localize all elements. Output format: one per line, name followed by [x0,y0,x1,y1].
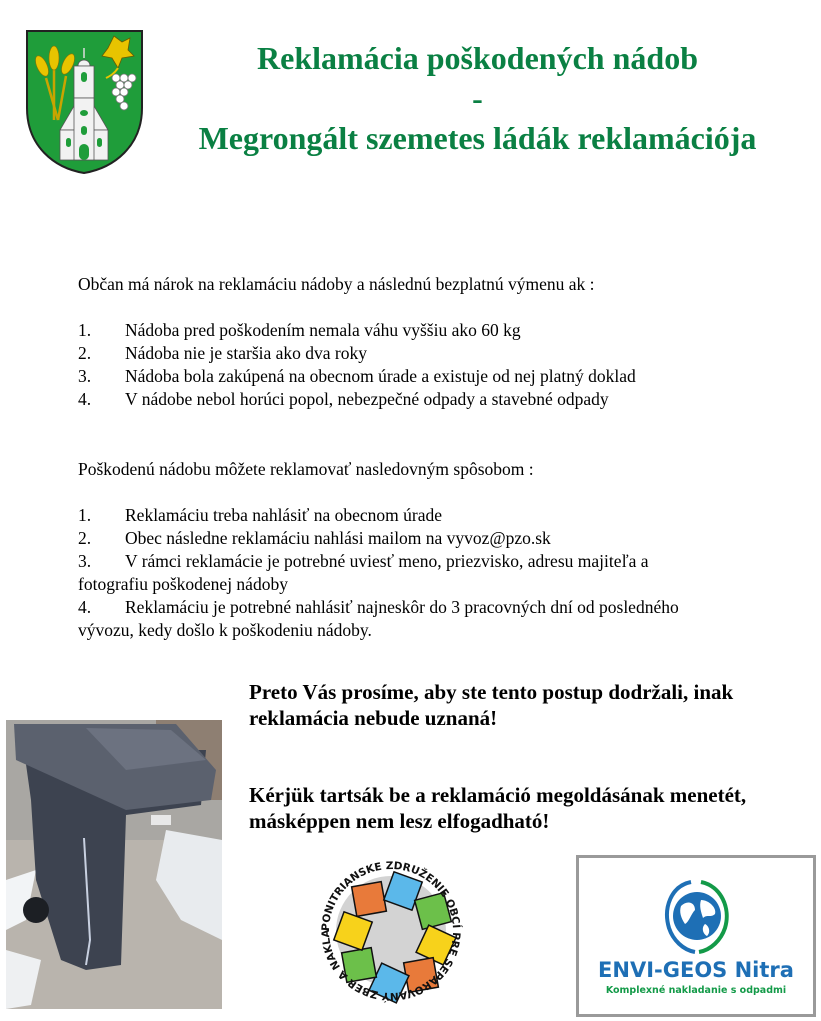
list-item [78,527,679,550]
list-number: 3. [78,551,92,571]
list-text: Reklamáciu je potrebné nahlásiť najneskôr do 3 pracovných dní od posledného [125,597,679,617]
list-item [78,388,636,411]
svg-text:PONITRIANSKE ZDRUŽENIE OBCÍ PR: PONITRIANSKE ZDRUŽENIE OBCÍ PRE SEPAROVANÝ ZBER A NAKLA [319,859,463,1003]
page-title-hungarian: Megrongált szemetes ládák reklamációja [198,120,757,156]
list-text: Obec následne reklamáciu nahlási mailom na vyvoz@pzo.sk [125,528,551,548]
list-text: Nádoba nie je staršia ako dva roky [125,343,368,363]
list-number: 2. [78,528,92,548]
warning-hungarian [249,782,746,834]
association-logo [306,846,476,1016]
page-title-slovak: Reklamácia poškodených nádob [257,40,698,76]
municipal-coat-of-arms-icon [24,28,145,175]
eligibility-intro: Občan má nárok na reklamáciu nádoby a následnú bezplatnú výmenu ak : [78,274,595,294]
procedure-list [78,504,679,642]
warning-slovak-line1: Preto Vás prosíme, aby ste tento postup dodržali, inak [249,680,734,704]
list-number: 1. [78,320,92,340]
eligibility-list [78,319,636,411]
list-item [78,365,636,388]
list-number: 1. [78,505,92,525]
list-number: 2. [78,343,92,363]
procedure-intro: Poškodenú nádobu môžete reklamovať nasledovným spôsobom : [78,459,534,479]
list-text: V nádobe nebol horúci popol, nebezpečné odpady a stavebné odpady [125,389,609,409]
warning-hungarian-line1: Kérjük tartsák be a reklamáció megoldásának menetét, [249,783,747,807]
list-item [78,504,679,527]
envi-geos-name: ENVI-GEOS Nitra [598,958,794,982]
list-text-continued: vývozu, kedy došlo k poškodeniu nádoby. [78,620,372,640]
damaged-waste-bin-photo [6,720,222,1009]
warning-slovak-line2: reklamácia nebude uznaná! [249,706,498,730]
list-number: 3. [78,366,92,386]
list-number: 4. [78,597,92,617]
title-separator: - [472,80,483,116]
list-item [78,550,679,596]
envi-geos-subtitle: Komplexné nakladanie s odpadmi [605,985,787,996]
list-item [78,596,679,642]
warning-hungarian-line2: másképpen nem lesz elfogadható! [249,809,550,833]
list-text: Nádoba bola zakúpená na obecnom úrade a existuje od nej platný doklad [125,366,636,386]
globe-icon [661,878,733,956]
list-item [78,319,636,342]
list-text-continued: fotografiu poškodenej nádoby [78,574,288,594]
envi-geos-logo [576,855,816,1017]
list-text: V rámci reklamácie je potrebné uviesť meno, priezvisko, adresu majiteľa a [125,551,649,571]
warning-slovak [249,679,733,731]
list-number: 4. [78,389,92,409]
list-text: Reklamáciu treba nahlásiť na obecnom úrade [125,505,442,525]
list-text: Nádoba pred poškodením nemala váhu vyššiu ako 60 kg [125,320,521,340]
list-item [78,342,636,365]
